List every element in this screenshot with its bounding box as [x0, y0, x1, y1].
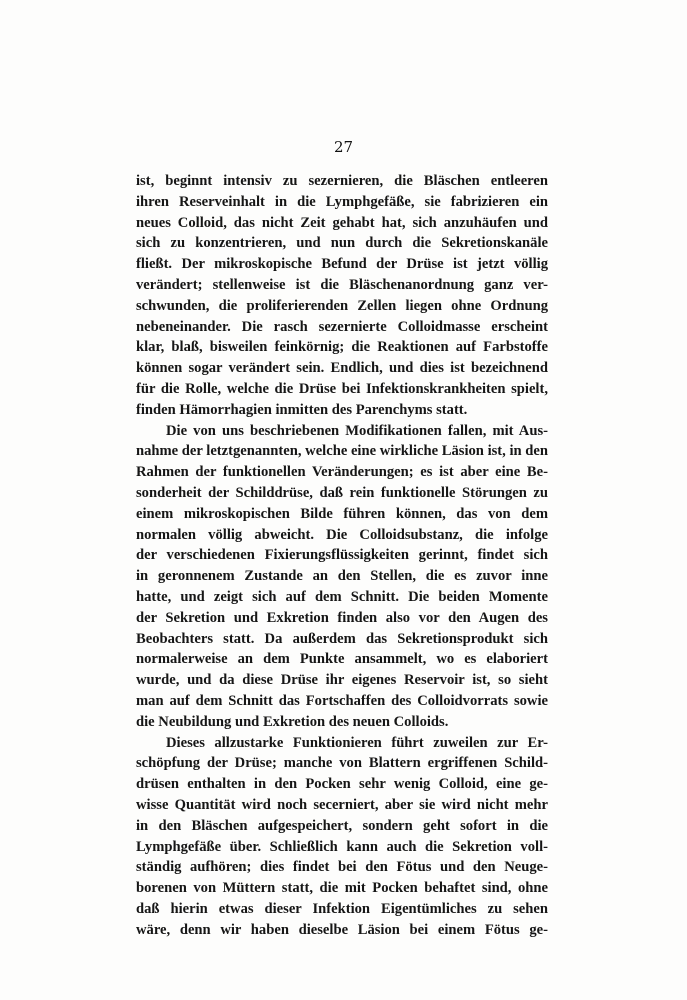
text-line: Lymphgefäße über. Schließlich kann auch die Sekretion voll- — [136, 838, 548, 855]
text-line: ist, beginnt intensiv zu sezernieren, die Bläschen entleeren — [136, 173, 548, 189]
text-line: der Sekretion und Exkretion finden also vor den Augen des — [136, 609, 548, 626]
text-line: normalen völlig abweicht. Die Colloidsubstanz, die infolge — [136, 526, 548, 543]
text-line: man auf dem Schnitt das Fortschaffen des Colloidvorrats sowie — [136, 692, 548, 709]
page-number: 27 — [333, 138, 354, 156]
text-line: wisse Quantität wird noch secerniert, aber sie wird nicht mehr — [136, 796, 548, 813]
text-line: verändert; stellenweise ist die Bläschenanordnung ganz ver- — [136, 276, 548, 293]
text-line: wurde, und da diese Drüse ihr eigenes Reservoir ist, so sieht — [136, 672, 548, 689]
text-line: die Neubildung und Exkretion des neuen Colloids. — [136, 713, 449, 730]
text-line: daß hierin etwas dieser Infektion Eigentümliches zu sehen — [136, 900, 548, 917]
text-line: schöpfung der Drüse; manche von Blattern ergriffenen Schild- — [136, 755, 548, 772]
text-line: der verschiedenen Fixierungsflüssigkeiten gerinnt, findet sich — [136, 547, 548, 564]
text-line: wäre, denn wir haben dieselbe Läsion bei einem Fötus ge- — [136, 921, 548, 938]
text-line: für die Rolle, welche die Drüse bei Infektionskrankheiten spielt, — [136, 380, 548, 397]
text-line: sonderheit der Schilddrüse, daß rein funktionelle Störungen zu — [136, 484, 548, 501]
text-line: in den Bläschen aufgespeichert, sondern geht sofort in die — [136, 817, 548, 834]
body-text — [136, 171, 548, 940]
text-line: nebeneinander. Die rasch sezernierte Colloidmasse erscheint — [136, 318, 548, 335]
text-line: hatte, und zeigt sich auf dem Schnitt. Die beiden Momente — [136, 588, 548, 605]
text-line: ihren Reserveinhalt in die Lymphgefäße, sie fabrizieren ein — [136, 193, 548, 210]
text-line: sich zu konzentrieren, und nun durch die Sekretionskanäle — [136, 235, 548, 252]
text-line: Beobachters statt. Da außerdem das Sekretionsprodukt sich — [136, 630, 548, 647]
text-line: klar, blaß, bisweilen feinkörnig; die Reaktionen auf Farbstoffe — [136, 339, 548, 356]
text-line: können sogar verändert sein. Endlich, und dies ist bezeichnend — [136, 360, 548, 377]
text-line: borenen von Müttern statt, die mit Pocken behaftet sind, ohne — [136, 880, 548, 897]
text-line: Rahmen der funktionellen Veränderungen; es ist aber eine Be- — [136, 464, 548, 481]
text-line: neues Colloid, das nicht Zeit gehabt hat, sich anzuhäufen und — [136, 214, 548, 231]
text-line: nahme der letztgenannten, welche eine wirkliche Läsion ist, in den — [136, 443, 548, 460]
text-line: schwunden, die proliferierenden Zellen liegen ohne Ordnung — [136, 297, 548, 314]
text-line: Dieses allzustarke Funktionieren führt zuweilen zur Er- — [166, 734, 548, 751]
text-line: finden Hämorrhagien inmitten des Parenchyms statt. — [136, 401, 468, 418]
text-line: einem mikroskopischen Bilde führen können, das von dem — [136, 505, 548, 522]
text-line: ständig aufhören; dies findet bei den Fötus und den Neuge- — [136, 859, 548, 876]
text-line: in geronnenem Zustande an den Stellen, die es zuvor inne — [136, 568, 548, 585]
text-line: fließt. Der mikroskopische Befund der Drüse ist jetzt völlig — [136, 256, 548, 273]
text-line: Die von uns beschriebenen Modifikationen fallen, mit Aus- — [166, 422, 548, 439]
text-line: drüsen enthalten in den Pocken sehr wenig Colloid, eine ge- — [136, 776, 548, 793]
text-line: normalerweise an dem Punkte ansammelt, wo es elaboriert — [136, 651, 548, 668]
